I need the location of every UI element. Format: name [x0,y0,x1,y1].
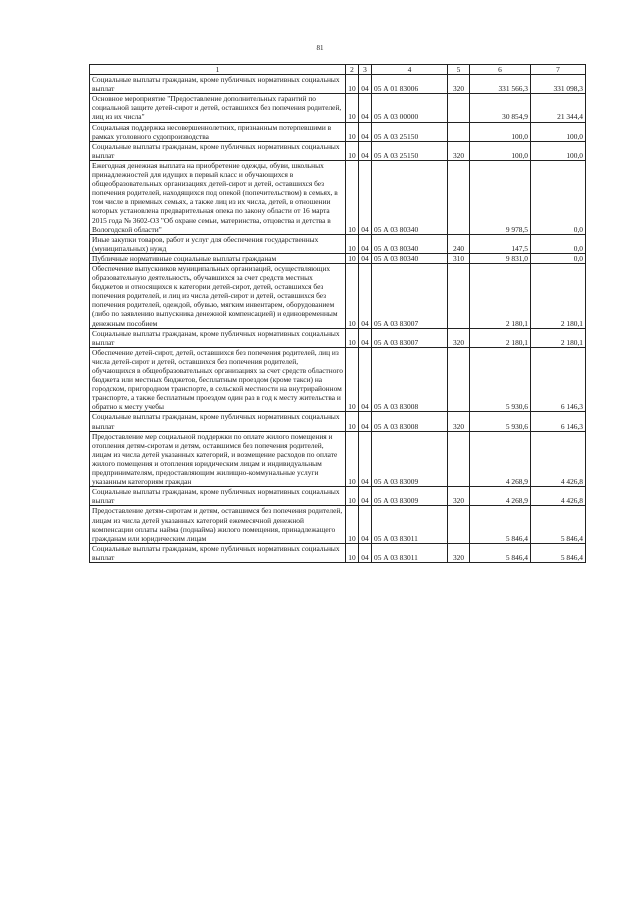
row-amount-year2-cell: 100,0 [531,122,586,141]
row-expense-type-cell [448,347,470,412]
header-col-2: 2 [346,65,359,75]
row-amount-year1-cell: 5 930,6 [470,412,531,431]
row-amount-year1-cell: 4 268,9 [470,487,531,506]
header-col-3: 3 [359,65,372,75]
row-name-cell: Обеспечение выпускников муниципальных организаций, осуществляющих образовательную деятельность, обучавшихся за счет средств местных бюджетов и относящихся к категории детей-сирот, детей, оставшихся без попечения родителей, и лиц из числа детей-сирот и детей, оставшихся без попечения родителей, одеждой, обувью, мягким инвентарем, оборудованием (либо по заявлению выпускника денежной компенсацией) и единовременным денежным пособием [90,263,346,328]
header-col-6: 6 [470,65,531,75]
row-subsection-cell: 04 [359,141,372,160]
row-subsection-cell: 04 [359,487,372,506]
row-subsection-cell: 04 [359,94,372,122]
header-col-4: 4 [372,65,448,75]
row-subsection-cell: 04 [359,122,372,141]
row-amount-year2-cell: 0,0 [531,253,586,263]
row-amount-year1-cell: 100,0 [470,122,531,141]
row-amount-year2-cell: 0,0 [531,234,586,253]
row-target-article-cell: 05 А 03 80340 [372,253,448,263]
row-amount-year2-cell: 0,0 [531,160,586,234]
row-name-cell: Социальные выплаты гражданам, кроме публичных нормативных социальных выплат [90,75,346,94]
header-col-5: 5 [448,65,470,75]
row-subsection-cell: 04 [359,431,372,487]
page-number: 81 [316,44,324,52]
row-name-cell: Социальные выплаты гражданам, кроме публичных нормативных социальных выплат [90,487,346,506]
table-row [90,94,586,122]
header-col-1: 1 [90,65,346,75]
row-section-cell: 10 [346,328,359,347]
row-section-cell: 10 [346,141,359,160]
row-subsection-cell: 04 [359,263,372,328]
row-expense-type-cell: 240 [448,234,470,253]
row-expense-type-cell [448,160,470,234]
row-expense-type-cell: 320 [448,328,470,347]
row-amount-year2-cell: 6 146,3 [531,347,586,412]
row-target-article-cell: 05 А 03 83009 [372,487,448,506]
row-subsection-cell: 04 [359,412,372,431]
row-name-cell: Основное мероприятие "Предоставление дополнительных гарантий по социальной защите детей-сирот и детей, оставшихся без попечения родителей, лиц из их числа" [90,94,346,122]
row-expense-type-cell: 310 [448,253,470,263]
row-amount-year2-cell: 4 426,8 [531,431,586,487]
row-amount-year2-cell: 21 344,4 [531,94,586,122]
header-row [90,65,586,75]
row-amount-year1-cell: 30 854,9 [470,94,531,122]
row-amount-year2-cell: 5 846,4 [531,506,586,543]
row-name-cell: Предоставление мер социальной поддержки по оплате жилого помещения и отопления детям-сиротам и детям, оставшимся без попечения родителей, лицам из числа детей указанных категорий, и возмещение расходов по оплате жилого помещения и отопления юридическим лицам и индивидуальным предпринимателям, предоставляющим жилищно-коммунальные услуги указанным категориям граждан [90,431,346,487]
row-target-article-cell: 05 А 03 83011 [372,543,448,562]
row-amount-year2-cell: 5 846,4 [531,543,586,562]
row-expense-type-cell: 320 [448,487,470,506]
row-amount-year1-cell: 4 268,9 [470,431,531,487]
row-subsection-cell: 04 [359,253,372,263]
row-amount-year1-cell: 100,0 [470,141,531,160]
row-target-article-cell: 05 А 03 83007 [372,328,448,347]
row-name-cell: Публичные нормативные социальные выплаты гражданам [90,253,346,263]
row-expense-type-cell [448,506,470,543]
row-name-cell: Социальные выплаты гражданам, кроме публичных нормативных социальных выплат [90,412,346,431]
row-expense-type-cell: 320 [448,75,470,94]
row-section-cell: 10 [346,75,359,94]
row-expense-type-cell [448,263,470,328]
row-target-article-cell: 05 А 03 83009 [372,431,448,487]
row-name-cell: Социальная поддержка несовершеннолетних, признанным потерпевшими в рамках уголовного судопроизводства [90,122,346,141]
row-name-cell: Иные закупки товаров, работ и услуг для обеспечения государственных (муниципальных) нужд [90,234,346,253]
row-target-article-cell: 05 А 01 83006 [372,75,448,94]
row-name-cell: Социальные выплаты гражданам, кроме публичных нормативных социальных выплат [90,543,346,562]
header-col-7: 7 [531,65,586,75]
row-target-article-cell: 05 А 03 83008 [372,412,448,431]
row-amount-year2-cell: 331 098,3 [531,75,586,94]
row-target-article-cell: 05 А 03 83008 [372,347,448,412]
row-amount-year1-cell: 9 831,0 [470,253,531,263]
table-row [90,122,586,141]
row-target-article-cell: 05 А 03 00000 [372,94,448,122]
row-subsection-cell: 04 [359,160,372,234]
row-amount-year2-cell: 2 180,1 [531,263,586,328]
row-section-cell: 10 [346,122,359,141]
row-expense-type-cell [448,94,470,122]
row-name-cell: Ежегодная денежная выплата на приобретение одежды, обуви, школьных принадлежностей для идущих в первый класс и обучающихся в общеобразовательных организациях детей-сирот и детей, оставшихся без попечения родителей, находящихся под опекой (попечительством) в семьях, в том числе в приемных семьях, а также лиц из их числа, детей, в отношении которых установлена предварительная опека по закону области от 16 марта 2015 года № 3602-ОЗ "Об охране семьи, материнства, отцовства и детства в Вологодской области" [90,160,346,234]
table-row [90,253,586,263]
row-section-cell: 10 [346,506,359,543]
table-row [90,141,586,160]
row-expense-type-cell: 320 [448,412,470,431]
row-expense-type-cell [448,122,470,141]
row-subsection-cell: 04 [359,347,372,412]
row-name-cell: Социальные выплаты гражданам, кроме публичных нормативных социальных выплат [90,328,346,347]
row-section-cell: 10 [346,160,359,234]
table-row [90,234,586,253]
row-amount-year2-cell: 2 180,1 [531,328,586,347]
table-row [90,543,586,562]
row-name-cell: Социальные выплаты гражданам, кроме публичных нормативных социальных выплат [90,141,346,160]
row-section-cell: 10 [346,234,359,253]
row-target-article-cell: 05 А 03 83007 [372,263,448,328]
row-target-article-cell: 05 А 03 25150 [372,141,448,160]
row-amount-year1-cell: 5 846,4 [470,506,531,543]
budget-table [89,64,586,563]
table-row [90,328,586,347]
table-row [90,431,586,487]
row-subsection-cell: 04 [359,543,372,562]
row-target-article-cell: 05 А 03 25150 [372,122,448,141]
row-target-article-cell: 05 А 03 83011 [372,506,448,543]
table-row [90,487,586,506]
row-target-article-cell: 05 А 03 80340 [372,160,448,234]
row-section-cell: 10 [346,431,359,487]
row-amount-year1-cell: 147,5 [470,234,531,253]
row-subsection-cell: 04 [359,506,372,543]
row-section-cell: 10 [346,543,359,562]
row-section-cell: 10 [346,94,359,122]
row-expense-type-cell: 320 [448,141,470,160]
row-target-article-cell: 05 А 03 80340 [372,234,448,253]
row-subsection-cell: 04 [359,234,372,253]
row-expense-type-cell: 320 [448,543,470,562]
row-subsection-cell: 04 [359,328,372,347]
row-expense-type-cell [448,431,470,487]
row-amount-year1-cell: 331 566,3 [470,75,531,94]
row-amount-year2-cell: 100,0 [531,141,586,160]
row-section-cell: 10 [346,347,359,412]
table-row [90,263,586,328]
table-row [90,160,586,234]
row-section-cell: 10 [346,412,359,431]
row-amount-year1-cell: 2 180,1 [470,328,531,347]
row-amount-year1-cell: 5 846,4 [470,543,531,562]
row-section-cell: 10 [346,263,359,328]
row-amount-year1-cell: 2 180,1 [470,263,531,328]
table-row [90,506,586,543]
row-amount-year2-cell: 6 146,3 [531,412,586,431]
table-row [90,75,586,94]
row-amount-year2-cell: 4 426,8 [531,487,586,506]
row-name-cell: Обеспечение детей-сирот, детей, оставшихся без попечения родителей, лиц из числа детей-сирот и детей, оставшихся без попечения родителей, обучающихся в общеобразовательных организациях за счет средств областного бюджета или местных бюджетов, бесплатным проездом (кроме такси) на городском, пригородном транспорте, в сельской местности на внутрирайонном транспорте, а также бесплатным проездом один раз в год к месту жительства и обратно к месту учебы [90,347,346,412]
row-section-cell: 10 [346,253,359,263]
row-amount-year1-cell: 5 930,6 [470,347,531,412]
row-section-cell: 10 [346,487,359,506]
table-row [90,412,586,431]
row-amount-year1-cell: 9 978,5 [470,160,531,234]
table-row [90,347,586,412]
row-name-cell: Предоставление детям-сиротам и детям, оставшимся без попечения родителей, лицам из числа детей указанных категорий ежемесячной денежной компенсации оплаты найма (поднайма) жилого помещения, принадлежащего гражданам или юридическим лицам [90,506,346,543]
row-subsection-cell: 04 [359,75,372,94]
